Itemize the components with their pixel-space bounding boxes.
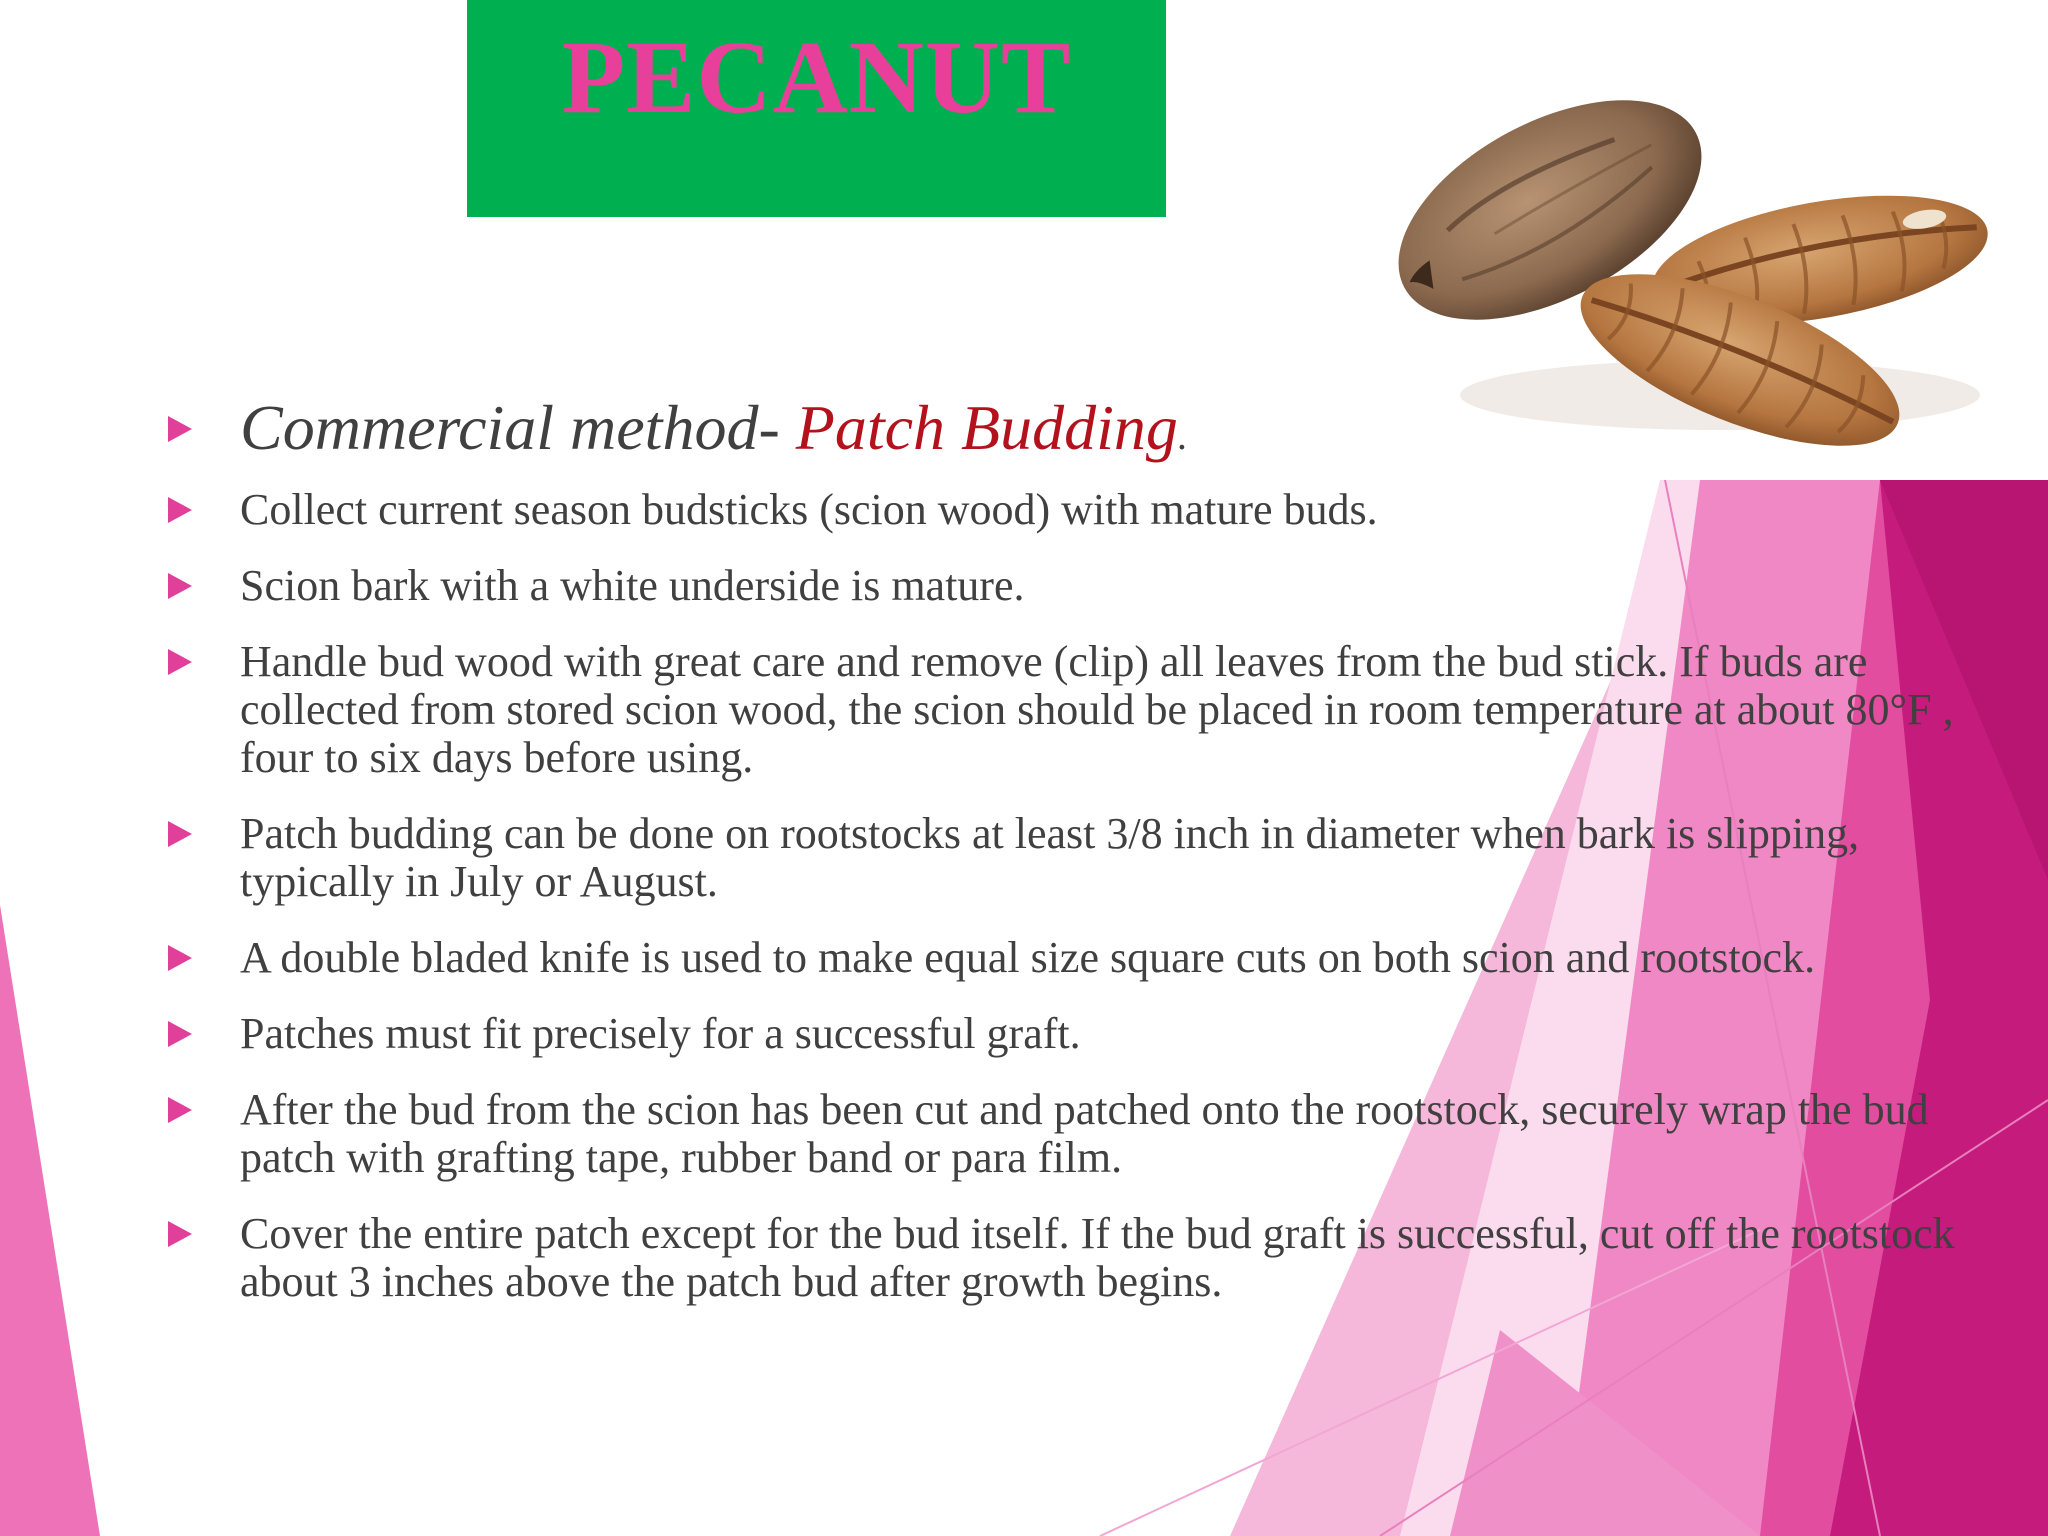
bullet-item: [168, 486, 1998, 534]
slide-title: PECANUT: [561, 20, 1072, 135]
bullet-text: Scion bark with a white underside is mature.: [240, 561, 1025, 610]
bullet-arrow-icon: [168, 649, 192, 675]
bullet-list: [168, 390, 1998, 1334]
bullet-item: [168, 638, 1998, 782]
bullet-text: After the bud from the scion has been cut and patched onto the rootstock, securely wrap the bud patch with grafting tape, rubber band or para film.: [240, 1085, 1929, 1182]
bullet-arrow-icon: [168, 945, 192, 971]
heading-suffix: .: [1177, 413, 1188, 458]
bullet-text: Patch budding can be done on rootstocks at least 3/8 inch in diameter when bark is slipping, typically in July or August.: [240, 809, 1860, 906]
bullet-arrow-icon: [168, 497, 192, 523]
bullet-item: [168, 1210, 1998, 1306]
bullet-item: [168, 934, 1998, 982]
bullet-arrow-icon: [168, 1097, 192, 1123]
bullet-item: [168, 1086, 1998, 1182]
bullet-arrow-icon: [168, 1221, 192, 1247]
heading-highlight: Patch Budding: [795, 392, 1178, 463]
bullet-arrow-icon: [168, 821, 192, 847]
heading-prefix: Commercial method-: [240, 392, 796, 463]
bullet-heading: [168, 390, 1998, 474]
bullet-arrow-icon: [168, 573, 192, 599]
bullet-arrow-icon: [168, 1021, 192, 1047]
bullet-text: A double bladed knife is used to make equal size square cuts on both scion and rootstock.: [240, 933, 1816, 982]
bullet-text: Collect current season budsticks (scion wood) with mature buds.: [240, 485, 1378, 534]
title-box: [467, 0, 1166, 217]
bullet-text: Cover the entire patch except for the bud itself. If the bud graft is successful, cut off the rootstock about 3 inches above the patch bud after growth begins.: [240, 1209, 1955, 1306]
bullet-text: Handle bud wood with great care and remove (clip) all leaves from the bud stick. If buds are collected from stored scion wood, the scion should be placed in room temperature at about 80°F , four to six days before using.: [240, 637, 1954, 782]
bullet-item: [168, 562, 1998, 610]
bullet-text: Patches must fit precisely for a successful graft.: [240, 1009, 1081, 1058]
bullet-arrow-icon: [168, 416, 192, 442]
left-pink-wedge: [0, 905, 100, 1536]
bullet-item: [168, 810, 1998, 906]
bullet-item: [168, 1010, 1998, 1058]
